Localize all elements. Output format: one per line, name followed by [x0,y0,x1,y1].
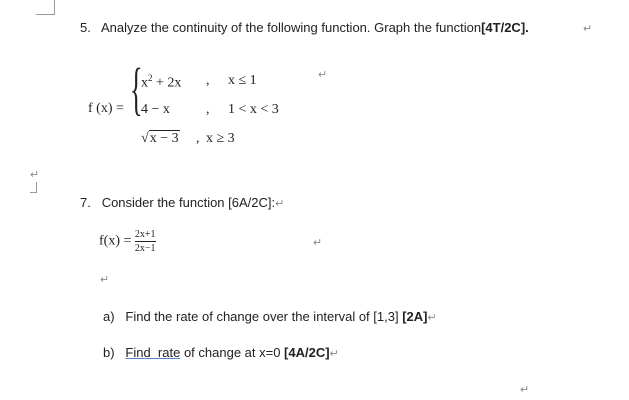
question-text: Analyze the continuity of the following function. Graph the function [100,20,482,35]
page-corner-top-left [36,0,55,15]
page-corner-left [30,182,37,193]
piecewise-cond-1: x ≤ 1 [228,73,257,88]
piecewise-sep-3: , [196,131,200,146]
question-text: Consider the function [6A/2C]: [101,195,276,210]
paragraph-mark: ↵ [583,23,593,35]
paragraph-mark: ↵ [275,198,285,210]
part-text: Find the rate of change over the interval of [1,3] [125,309,403,324]
piecewise-row-1: $x^2 + 2x$ [141,73,182,91]
piecewise-row-3: √x − 3 [141,131,179,146]
paragraph-mark: ↵ [313,237,323,249]
part-underlined: Find rate [125,345,181,360]
paragraph-mark: ↵ [520,384,530,396]
function-fraction [135,229,156,254]
part-marks: [2A] [402,309,428,324]
paragraph-mark: ↵ [318,69,328,81]
piecewise-cond-3: x ≥ 3 [206,131,235,146]
part-marks: [4A/2C] [284,345,330,360]
piecewise-lhs: f (x) = [88,101,124,116]
part-label: a) [103,309,115,324]
paragraph-mark: ↵ [329,348,339,360]
question-number: 5. [80,20,91,35]
paragraph-mark: ↵ [100,274,110,286]
paragraph-mark: ↵ [427,312,437,324]
question-5-line [80,20,529,35]
piecewise-cond-2: 1 < x < 3 [228,102,279,117]
part-a [103,309,437,324]
function-lhs: f(x) = [99,233,132,249]
piecewise-sep-1: , [206,73,210,88]
piecewise-brace: { [130,56,143,121]
part-label: b) [103,345,115,360]
paragraph-mark: ↵ [30,169,40,181]
part-text: of change at x=0 [180,345,285,360]
question-7-line [80,195,284,210]
piecewise-row-2: 4 − x [141,102,170,117]
denominator: 2x−1 [134,243,156,254]
numerator: 2x+1 [134,229,156,240]
function-definition [99,229,156,254]
question-marks: [4T/2C]. [481,20,529,35]
question-number: 7. [80,195,91,210]
part-b [103,345,339,360]
piecewise-sep-2: , [206,102,210,117]
